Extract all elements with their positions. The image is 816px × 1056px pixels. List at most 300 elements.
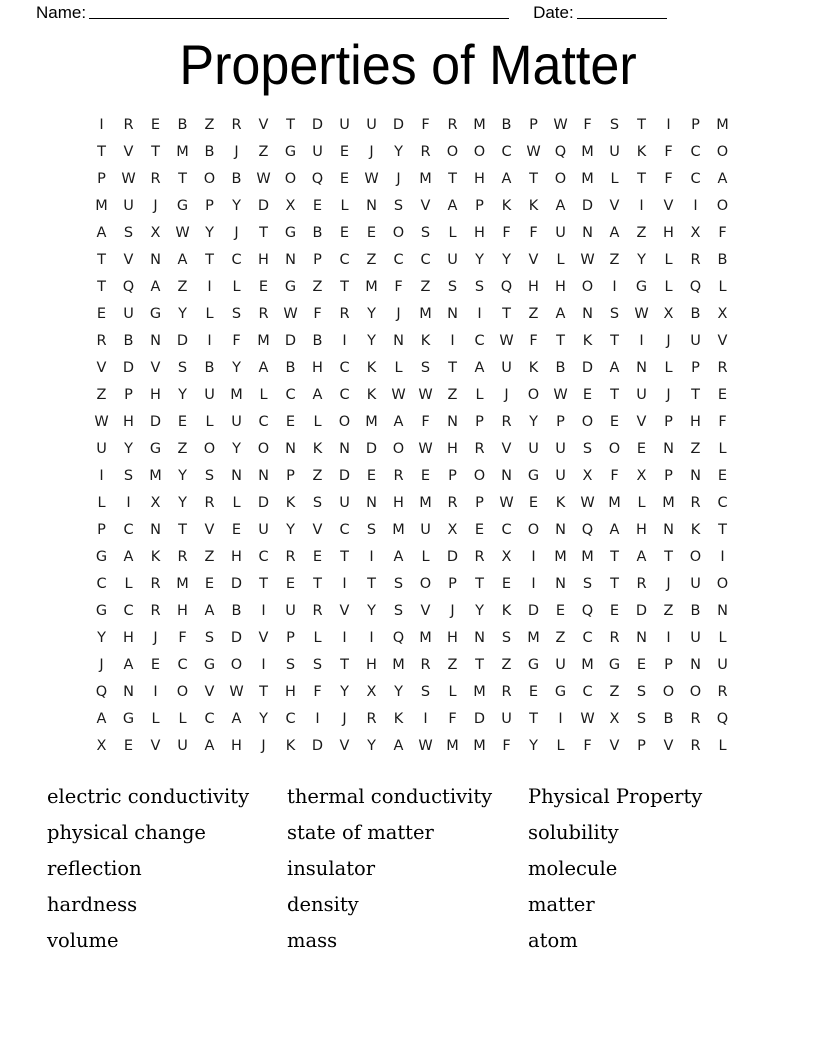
grid-cell[interactable]: Z xyxy=(663,603,674,619)
grid-cell[interactable]: I xyxy=(639,333,644,349)
grid-cell[interactable]: O xyxy=(689,684,702,700)
grid-cell[interactable]: Q xyxy=(311,171,324,187)
grid-cell[interactable]: P xyxy=(475,414,484,430)
grid-cell[interactable]: W xyxy=(121,171,136,187)
grid-cell[interactable]: B xyxy=(312,333,323,349)
grid-cell[interactable]: F xyxy=(232,333,241,349)
grid-cell[interactable]: S xyxy=(366,522,377,538)
grid-cell[interactable]: T xyxy=(637,117,646,133)
grid-cell[interactable]: G xyxy=(527,657,540,673)
grid-cell[interactable]: L xyxy=(718,441,727,457)
grid-cell[interactable]: F xyxy=(664,171,673,187)
word-list-item[interactable]: physical change xyxy=(47,821,206,844)
grid-cell[interactable]: W xyxy=(526,144,541,160)
grid-cell[interactable]: M xyxy=(176,576,189,592)
date-write-in-line[interactable] xyxy=(577,18,667,19)
grid-cell[interactable]: N xyxy=(231,468,242,484)
grid-cell[interactable]: M xyxy=(716,117,729,133)
grid-cell[interactable]: P xyxy=(556,414,565,430)
grid-cell[interactable]: J xyxy=(261,738,266,754)
grid-cell[interactable]: K xyxy=(555,495,566,511)
grid-cell[interactable]: Y xyxy=(178,306,187,322)
grid-cell[interactable]: X xyxy=(96,738,107,754)
grid-cell[interactable]: T xyxy=(610,333,619,349)
grid-cell[interactable]: P xyxy=(664,657,673,673)
grid-cell[interactable]: R xyxy=(177,549,188,565)
grid-cell[interactable]: V xyxy=(528,252,539,268)
grid-cell[interactable]: N xyxy=(474,630,485,646)
grid-cell[interactable]: E xyxy=(150,657,161,673)
word-list-item[interactable]: Physical Property xyxy=(528,785,703,808)
grid-cell[interactable]: R xyxy=(393,468,404,484)
grid-cell[interactable]: R xyxy=(690,252,701,268)
grid-cell[interactable]: F xyxy=(529,225,538,241)
grid-cell[interactable]: W xyxy=(364,171,379,187)
grid-cell[interactable]: G xyxy=(635,279,648,295)
grid-cell[interactable]: V xyxy=(312,522,323,538)
grid-cell[interactable]: P xyxy=(448,576,457,592)
grid-cell[interactable]: D xyxy=(365,441,378,457)
grid-cell[interactable]: I xyxy=(450,333,455,349)
grid-cell[interactable]: E xyxy=(285,576,296,592)
grid-cell[interactable]: S xyxy=(204,630,215,646)
grid-cell[interactable]: O xyxy=(392,225,405,241)
grid-cell[interactable]: T xyxy=(340,657,349,673)
grid-cell[interactable]: U xyxy=(204,387,215,403)
grid-cell[interactable]: N xyxy=(150,252,161,268)
grid-cell[interactable]: T xyxy=(475,576,484,592)
grid-cell[interactable]: V xyxy=(339,738,350,754)
grid-cell[interactable]: H xyxy=(231,549,242,565)
grid-cell[interactable]: F xyxy=(718,225,727,241)
grid-cell[interactable]: I xyxy=(315,711,320,727)
grid-cell[interactable]: U xyxy=(447,252,458,268)
grid-cell[interactable]: R xyxy=(285,549,296,565)
grid-cell[interactable]: C xyxy=(690,144,701,160)
grid-cell[interactable]: V xyxy=(636,414,647,430)
grid-cell[interactable]: T xyxy=(610,576,619,592)
grid-cell[interactable]: I xyxy=(612,279,617,295)
grid-cell[interactable]: E xyxy=(339,144,350,160)
grid-cell[interactable]: E xyxy=(474,522,485,538)
grid-cell[interactable]: L xyxy=(124,576,133,592)
word-list-item[interactable]: reflection xyxy=(47,857,142,880)
grid-cell[interactable]: O xyxy=(716,198,729,214)
name-write-in-line[interactable] xyxy=(89,18,509,19)
grid-cell[interactable]: E xyxy=(150,117,161,133)
grid-cell[interactable]: O xyxy=(473,144,486,160)
grid-cell[interactable]: L xyxy=(448,684,457,700)
grid-cell[interactable]: U xyxy=(555,225,566,241)
grid-cell[interactable]: D xyxy=(122,360,135,376)
grid-cell[interactable]: C xyxy=(420,252,431,268)
grid-cell[interactable]: N xyxy=(582,306,593,322)
grid-cell[interactable]: L xyxy=(664,279,673,295)
grid-cell[interactable]: U xyxy=(366,117,377,133)
grid-cell[interactable]: N xyxy=(285,252,296,268)
grid-cell[interactable]: K xyxy=(528,198,539,214)
grid-cell[interactable]: M xyxy=(581,657,594,673)
grid-cell[interactable]: G xyxy=(203,657,216,673)
grid-cell[interactable]: H xyxy=(474,225,485,241)
grid-cell[interactable]: X xyxy=(447,522,458,538)
grid-cell[interactable]: M xyxy=(365,279,378,295)
grid-cell[interactable]: V xyxy=(663,738,674,754)
grid-cell[interactable]: R xyxy=(690,738,701,754)
grid-cell[interactable]: S xyxy=(582,441,593,457)
grid-cell[interactable]: U xyxy=(717,657,728,673)
grid-cell[interactable]: C xyxy=(123,522,134,538)
grid-cell[interactable]: R xyxy=(717,684,728,700)
grid-cell[interactable]: X xyxy=(582,468,593,484)
grid-cell[interactable]: E xyxy=(231,522,242,538)
grid-cell[interactable]: B xyxy=(123,333,134,349)
grid-cell[interactable]: U xyxy=(96,441,107,457)
grid-cell[interactable]: O xyxy=(554,171,567,187)
grid-cell[interactable]: M xyxy=(581,549,594,565)
grid-cell[interactable]: O xyxy=(419,576,432,592)
grid-cell[interactable]: U xyxy=(636,387,647,403)
grid-cell[interactable]: R xyxy=(609,630,620,646)
grid-cell[interactable]: N xyxy=(393,333,404,349)
grid-cell[interactable]: R xyxy=(636,576,647,592)
grid-cell[interactable]: C xyxy=(339,252,350,268)
grid-cell[interactable]: C xyxy=(285,387,296,403)
grid-cell[interactable]: R xyxy=(447,495,458,511)
grid-cell[interactable]: Z xyxy=(447,387,458,403)
grid-cell[interactable]: A xyxy=(609,360,620,376)
grid-cell[interactable]: A xyxy=(231,711,242,727)
grid-cell[interactable]: U xyxy=(609,144,620,160)
grid-cell[interactable]: S xyxy=(609,117,620,133)
grid-cell[interactable]: V xyxy=(204,684,215,700)
grid-cell[interactable]: R xyxy=(447,117,458,133)
grid-cell[interactable]: P xyxy=(664,414,673,430)
grid-cell[interactable]: F xyxy=(664,144,673,160)
grid-cell[interactable]: O xyxy=(203,171,216,187)
grid-cell[interactable]: I xyxy=(666,117,671,133)
grid-cell[interactable]: D xyxy=(230,630,243,646)
grid-cell[interactable]: T xyxy=(97,279,106,295)
grid-cell[interactable]: V xyxy=(420,603,431,619)
grid-cell[interactable]: W xyxy=(553,117,568,133)
grid-cell[interactable]: P xyxy=(286,468,295,484)
grid-cell[interactable]: H xyxy=(393,495,404,511)
grid-cell[interactable]: L xyxy=(556,252,565,268)
grid-cell[interactable]: H xyxy=(636,522,647,538)
grid-cell[interactable]: S xyxy=(420,225,431,241)
grid-cell[interactable]: T xyxy=(178,171,187,187)
grid-cell[interactable]: R xyxy=(501,414,512,430)
grid-cell[interactable]: S xyxy=(636,711,647,727)
grid-cell[interactable]: W xyxy=(634,306,649,322)
grid-cell[interactable]: R xyxy=(150,171,161,187)
grid-cell[interactable]: T xyxy=(529,171,538,187)
word-list-item[interactable]: electric conductivity xyxy=(47,785,250,808)
grid-cell[interactable]: D xyxy=(311,117,324,133)
word-list-item[interactable]: mass xyxy=(287,929,338,952)
grid-cell[interactable]: L xyxy=(718,738,727,754)
grid-cell[interactable]: H xyxy=(150,387,161,403)
grid-cell[interactable]: L xyxy=(637,495,646,511)
grid-cell[interactable]: Y xyxy=(367,306,376,322)
grid-cell[interactable]: U xyxy=(690,576,701,592)
grid-cell[interactable]: O xyxy=(473,468,486,484)
grid-cell[interactable]: S xyxy=(123,225,134,241)
grid-cell[interactable]: Q xyxy=(500,279,513,295)
grid-cell[interactable]: O xyxy=(257,441,270,457)
grid-cell[interactable]: P xyxy=(691,117,700,133)
grid-cell[interactable]: G xyxy=(284,225,297,241)
grid-cell[interactable]: L xyxy=(421,549,430,565)
grid-cell[interactable]: Y xyxy=(178,468,187,484)
grid-cell[interactable]: A xyxy=(393,414,404,430)
grid-cell[interactable]: E xyxy=(339,171,350,187)
grid-cell[interactable]: H xyxy=(447,441,458,457)
grid-cell[interactable]: Y xyxy=(394,684,403,700)
grid-cell[interactable]: T xyxy=(286,117,295,133)
grid-cell[interactable]: O xyxy=(716,576,729,592)
grid-cell[interactable]: E xyxy=(717,387,728,403)
grid-cell[interactable]: Z xyxy=(204,549,215,565)
grid-cell[interactable]: N xyxy=(447,306,458,322)
grid-cell[interactable]: E xyxy=(258,279,269,295)
grid-cell[interactable]: X xyxy=(366,684,377,700)
grid-cell[interactable]: H xyxy=(177,603,188,619)
grid-cell[interactable]: L xyxy=(205,414,214,430)
grid-cell[interactable]: S xyxy=(204,468,215,484)
grid-cell[interactable]: M xyxy=(473,117,486,133)
grid-cell[interactable]: S xyxy=(393,576,404,592)
grid-cell[interactable]: B xyxy=(555,360,566,376)
grid-cell[interactable]: V xyxy=(717,333,728,349)
grid-cell[interactable]: V xyxy=(501,441,512,457)
grid-cell[interactable]: Z xyxy=(177,279,188,295)
grid-cell[interactable]: Y xyxy=(178,495,187,511)
grid-cell[interactable]: O xyxy=(446,144,459,160)
grid-cell[interactable]: F xyxy=(313,684,322,700)
grid-cell[interactable]: E xyxy=(501,576,512,592)
grid-cell[interactable]: Z xyxy=(690,441,701,457)
grid-cell[interactable]: M xyxy=(419,171,432,187)
grid-cell[interactable]: M xyxy=(176,144,189,160)
grid-cell[interactable]: P xyxy=(448,468,457,484)
grid-cell[interactable]: J xyxy=(153,630,158,646)
grid-cell[interactable]: Z xyxy=(204,117,215,133)
grid-cell[interactable]: D xyxy=(176,333,189,349)
grid-cell[interactable]: J xyxy=(153,198,158,214)
grid-cell[interactable]: U xyxy=(339,495,350,511)
grid-cell[interactable]: I xyxy=(531,549,536,565)
grid-cell[interactable]: K xyxy=(501,603,512,619)
grid-cell[interactable]: M xyxy=(230,387,243,403)
grid-cell[interactable]: U xyxy=(555,657,566,673)
grid-cell[interactable]: S xyxy=(177,360,188,376)
grid-cell[interactable]: N xyxy=(285,441,296,457)
grid-cell[interactable]: T xyxy=(97,252,106,268)
grid-cell[interactable]: O xyxy=(230,657,243,673)
grid-cell[interactable]: D xyxy=(311,738,324,754)
word-search-grid[interactable] xyxy=(88,112,732,760)
grid-cell[interactable]: Y xyxy=(232,198,241,214)
grid-cell[interactable]: J xyxy=(342,711,347,727)
grid-cell[interactable]: E xyxy=(96,306,107,322)
grid-cell[interactable]: H xyxy=(447,630,458,646)
grid-cell[interactable]: U xyxy=(312,144,323,160)
grid-cell[interactable]: V xyxy=(123,252,134,268)
grid-cell[interactable]: J xyxy=(450,603,455,619)
grid-cell[interactable]: S xyxy=(231,306,242,322)
grid-cell[interactable]: I xyxy=(369,630,374,646)
grid-cell[interactable]: U xyxy=(501,711,512,727)
grid-cell[interactable]: U xyxy=(690,630,701,646)
grid-cell[interactable]: F xyxy=(421,117,430,133)
grid-cell[interactable]: T xyxy=(259,684,268,700)
grid-cell[interactable]: R xyxy=(150,603,161,619)
grid-cell[interactable]: U xyxy=(123,198,134,214)
grid-cell[interactable]: C xyxy=(339,387,350,403)
grid-cell[interactable]: E xyxy=(636,441,647,457)
grid-cell[interactable]: Z xyxy=(420,279,431,295)
grid-cell[interactable]: I xyxy=(207,279,212,295)
grid-cell[interactable]: T xyxy=(151,144,160,160)
grid-cell[interactable]: I xyxy=(423,711,428,727)
grid-cell[interactable]: I xyxy=(558,711,563,727)
grid-cell[interactable]: U xyxy=(690,333,701,349)
grid-cell[interactable]: Y xyxy=(475,603,484,619)
grid-cell[interactable]: W xyxy=(418,387,433,403)
grid-cell[interactable]: B xyxy=(690,603,701,619)
grid-cell[interactable]: B xyxy=(204,360,215,376)
grid-cell[interactable]: E xyxy=(609,603,620,619)
grid-cell[interactable]: X xyxy=(690,225,701,241)
grid-cell[interactable]: S xyxy=(582,576,593,592)
grid-cell[interactable]: A xyxy=(123,657,134,673)
grid-cell[interactable]: E xyxy=(366,225,377,241)
grid-cell[interactable]: X xyxy=(717,306,728,322)
grid-cell[interactable]: D xyxy=(473,711,486,727)
grid-cell[interactable]: Q xyxy=(716,711,729,727)
grid-cell[interactable]: R xyxy=(366,711,377,727)
grid-cell[interactable]: L xyxy=(313,630,322,646)
grid-cell[interactable]: S xyxy=(312,495,323,511)
grid-cell[interactable]: Y xyxy=(205,225,214,241)
grid-cell[interactable]: S xyxy=(123,468,134,484)
grid-cell[interactable]: J xyxy=(396,306,401,322)
grid-cell[interactable]: L xyxy=(664,360,673,376)
grid-cell[interactable]: S xyxy=(474,279,485,295)
grid-cell[interactable]: D xyxy=(149,414,162,430)
grid-cell[interactable]: O xyxy=(662,684,675,700)
grid-cell[interactable]: R xyxy=(474,441,485,457)
grid-cell[interactable]: V xyxy=(96,360,107,376)
grid-cell[interactable]: P xyxy=(286,630,295,646)
grid-cell[interactable]: T xyxy=(340,279,349,295)
grid-cell[interactable]: Y xyxy=(232,441,241,457)
grid-cell[interactable]: F xyxy=(394,279,403,295)
grid-cell[interactable]: P xyxy=(475,198,484,214)
grid-cell[interactable]: G xyxy=(527,468,540,484)
grid-cell[interactable]: V xyxy=(258,117,269,133)
grid-cell[interactable]: D xyxy=(257,198,270,214)
grid-cell[interactable]: K xyxy=(420,333,431,349)
grid-cell[interactable]: O xyxy=(338,414,351,430)
grid-cell[interactable]: N xyxy=(366,495,377,511)
grid-cell[interactable]: E xyxy=(177,414,188,430)
grid-cell[interactable]: C xyxy=(96,576,107,592)
grid-cell[interactable]: S xyxy=(285,657,296,673)
grid-cell[interactable]: T xyxy=(313,576,322,592)
grid-cell[interactable]: D xyxy=(635,603,648,619)
grid-cell[interactable]: F xyxy=(583,117,592,133)
grid-cell[interactable]: E xyxy=(528,684,539,700)
grid-cell[interactable]: I xyxy=(342,333,347,349)
grid-cell[interactable]: R xyxy=(204,495,215,511)
grid-cell[interactable]: M xyxy=(365,414,378,430)
grid-cell[interactable]: M xyxy=(419,630,432,646)
grid-cell[interactable]: E xyxy=(717,468,728,484)
grid-cell[interactable]: Z xyxy=(447,657,458,673)
grid-cell[interactable]: P xyxy=(97,522,106,538)
grid-cell[interactable]: C xyxy=(123,603,134,619)
grid-cell[interactable]: U xyxy=(231,414,242,430)
grid-cell[interactable]: P xyxy=(475,495,484,511)
grid-cell[interactable]: E xyxy=(312,549,323,565)
grid-cell[interactable]: S xyxy=(447,279,458,295)
grid-cell[interactable]: B xyxy=(231,603,242,619)
grid-cell[interactable]: I xyxy=(720,549,725,565)
grid-cell[interactable]: N xyxy=(690,468,701,484)
grid-cell[interactable]: L xyxy=(97,495,106,511)
grid-cell[interactable]: N xyxy=(663,441,674,457)
grid-cell[interactable]: F xyxy=(313,306,322,322)
grid-cell[interactable]: Z xyxy=(96,387,107,403)
grid-cell[interactable]: T xyxy=(529,711,538,727)
grid-cell[interactable]: A xyxy=(636,549,647,565)
grid-cell[interactable]: V xyxy=(609,738,620,754)
grid-cell[interactable]: Y xyxy=(259,711,268,727)
grid-cell[interactable]: S xyxy=(420,360,431,376)
grid-cell[interactable]: I xyxy=(342,576,347,592)
grid-cell[interactable]: T xyxy=(259,576,268,592)
grid-cell[interactable]: C xyxy=(339,360,350,376)
grid-cell[interactable]: I xyxy=(207,333,212,349)
grid-cell[interactable]: M xyxy=(419,306,432,322)
grid-cell[interactable]: Q xyxy=(554,144,567,160)
grid-cell[interactable]: L xyxy=(394,360,403,376)
grid-cell[interactable]: L xyxy=(610,171,619,187)
grid-cell[interactable]: T xyxy=(718,522,727,538)
grid-cell[interactable]: A xyxy=(555,306,566,322)
grid-cell[interactable]: A xyxy=(150,279,161,295)
word-list-item[interactable]: molecule xyxy=(528,857,618,880)
grid-cell[interactable]: M xyxy=(446,738,459,754)
grid-cell[interactable]: P xyxy=(691,360,700,376)
grid-cell[interactable]: E xyxy=(204,576,215,592)
grid-cell[interactable]: C xyxy=(393,252,404,268)
grid-cell[interactable]: M xyxy=(473,684,486,700)
grid-cell[interactable]: T xyxy=(178,522,187,538)
grid-cell[interactable]: B xyxy=(231,171,242,187)
grid-cell[interactable]: A xyxy=(177,252,188,268)
grid-cell[interactable]: J xyxy=(396,171,401,187)
grid-cell[interactable]: Q xyxy=(122,279,135,295)
grid-cell[interactable]: V xyxy=(150,738,161,754)
grid-cell[interactable]: H xyxy=(123,414,134,430)
grid-cell[interactable]: M xyxy=(419,495,432,511)
grid-cell[interactable]: O xyxy=(581,414,594,430)
grid-cell[interactable]: A xyxy=(609,522,620,538)
